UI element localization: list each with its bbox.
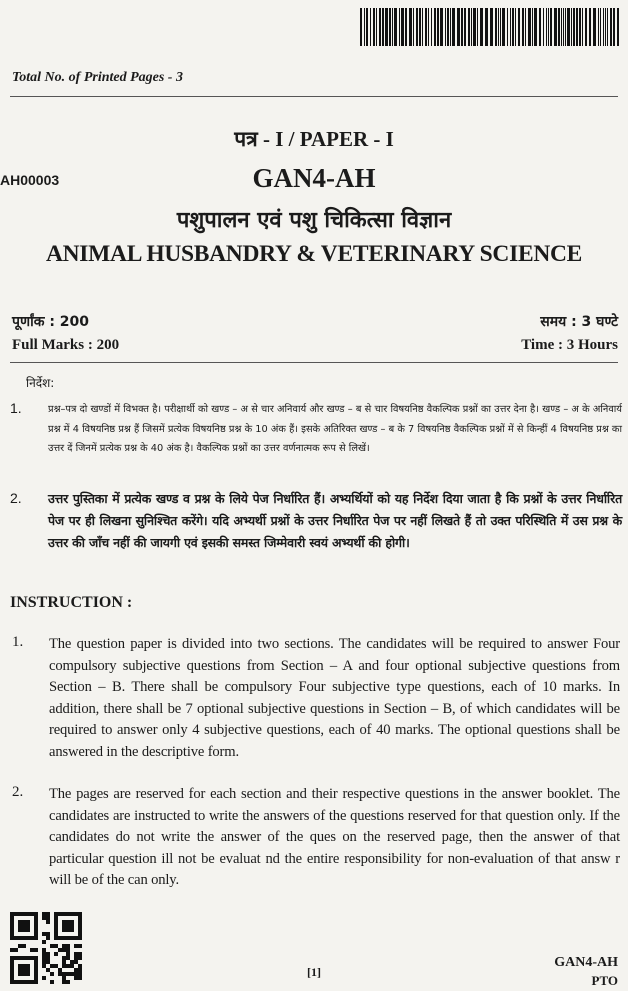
full-marks-english: Full Marks : 200 (12, 337, 120, 353)
hindi-instruction-item (10, 488, 622, 554)
hindi-instruction-item (10, 400, 622, 459)
item-text: The pages are reserved for each section and their respective questions in the answer booklet. The candidates are instructed to write the answers of the questions reserved for that question only. If the candidates do not write the answer of the ques on the reserved page, then the answer of that particular question ill not be evaluat nd the entire responsibility for non-evaluation of that answ r will be of the can only. (49, 786, 620, 888)
divider (10, 96, 618, 97)
full-marks-hindi: पूर्णांक : 200 (12, 314, 90, 330)
page-number: [1] (307, 965, 321, 979)
subject-code: GAN4-AH (252, 163, 376, 193)
english-instruction-item (12, 634, 620, 763)
divider (10, 362, 618, 363)
footer-subject-code: GAN4-AH (554, 955, 618, 970)
instructions-heading-english: INSTRUCTION : (10, 594, 133, 611)
english-instruction-item (12, 784, 620, 892)
item-number: 2. (12, 784, 24, 800)
item-text: प्रश्न–पत्र दो खण्डों में विभक्त है। परीक्षार्थी को खण्ड – अ से चार अनिवार्य और खण्ड – ब से चार विषयनिष्ठ वैकल्पिक प्रश्नों का उत्तर देना है। खण्ड – अ के अनिवार्य प्रश्न में 4 विषयनिष्ठ प्रश्न हैं जिसमें प्रत्येक विषयनिष्ठ प्रश्न के 10 अंक हैं। इसके अतिरिक्त खण्ड – ब के 7 विषयनिष्ठ वैकल्पिक प्रश्नों में से किन्हीं 4 विषयनिष्ठ प्रश्न का उत्तर दें जिनमें प्रत्येक प्रश्न के 40 अंक है। वैकल्पिक प्रश्नों का उत्तर वर्णनात्मक रूप से लिखें। (48, 404, 622, 454)
time-allowed-hindi: समय : 3 घण्टे (540, 314, 618, 330)
printed-pages-count: Total No. of Printed Pages - 3 (12, 70, 183, 85)
item-number: 1. (10, 400, 22, 416)
item-text: The question paper is divided into two sections. The candidates will be required to answer Four compulsory subjective questions from Section – A and four optional subjective questions from Section – B. There shall be compulsory Four subjective type questions, each of 10 marks. In addition, there shall be 7 optional subjective questions in Section – B, of which candidates will be required to answer only 4 subjective questions, each of 40 marks. The optional questions shall be answered in the descriptive form. (49, 636, 620, 760)
paper-serial-code: AH00003 (0, 172, 60, 188)
instructions-heading-hindi: निर्देश: (26, 376, 55, 390)
item-number: 2. (10, 490, 22, 506)
subject-title-hindi: पशुपालन एवं पशु चिकित्सा विज्ञान (176, 208, 452, 233)
time-allowed-english: Time : 3 Hours (521, 337, 618, 353)
paper-number: पत्र - I / PAPER - I (234, 127, 394, 151)
subject-title-english: ANIMAL HUSBANDRY & VETERINARY SCIENCE (45, 241, 583, 267)
footer-pto: PTO (591, 973, 618, 988)
item-number: 1. (12, 634, 24, 650)
barcode-image (360, 8, 622, 46)
item-text: उत्तर पुस्तिका में प्रत्येक खण्ड व प्रश्न के लिये पेज निर्धारित हैं। अभ्यर्थियों को यह निर्देश दिया जाता है कि प्रश्नों के उत्तर निर्धारित पेज पर ही लिखना सुनिश्चित करेंगे। यदि अभ्यर्थी प्रश्नों के उत्तर निर्धारित पेज पर नहीं लिखते हैं तो उक्त परिस्थिति में उस प्रश्न के उत्तर की जाँच नहीं की जायगी एवं इसकी समस्त जिम्मेवारी स्वयं अभ्यर्थी की होगी। (48, 491, 622, 550)
